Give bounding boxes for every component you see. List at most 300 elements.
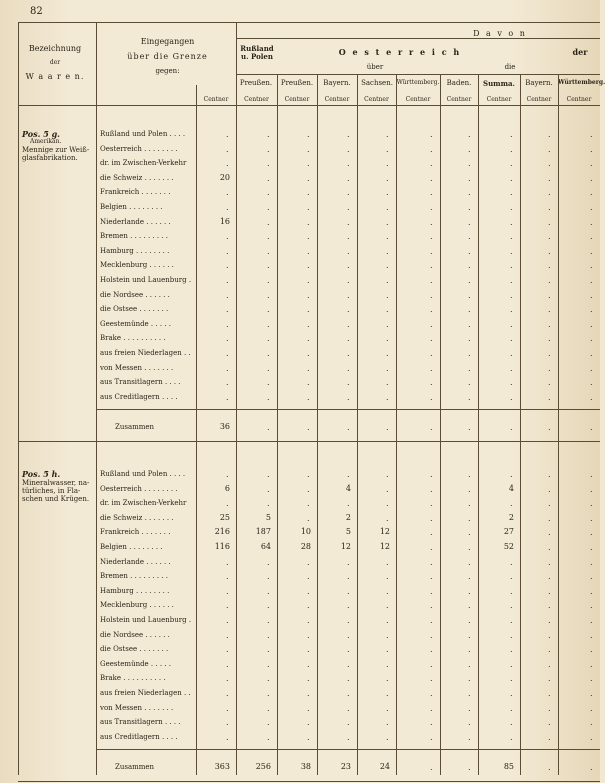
column-rule: [18, 22, 19, 775]
cell-empty: .: [347, 232, 350, 242]
cell-empty: .: [386, 423, 389, 433]
cell-empty: .: [510, 276, 513, 285]
row-label: die Ostsee . . . . . . .: [100, 645, 169, 654]
cell-empty: .: [590, 616, 593, 625]
cell-empty: .: [430, 645, 433, 655]
cell-empty: .: [510, 423, 513, 433]
cell-empty: .: [430, 246, 433, 256]
cell-empty: .: [347, 630, 350, 640]
cell-empty: .: [386, 319, 389, 329]
cell-empty: .: [226, 203, 229, 212]
cell-empty: .: [590, 232, 593, 242]
cell-empty: .: [430, 217, 433, 227]
cell-empty: .: [468, 423, 471, 433]
cell-empty: .: [307, 630, 310, 640]
cell-empty: .: [510, 203, 513, 212]
cell-empty: .: [510, 586, 513, 596]
row-label: von Messen . . . . . . .: [100, 703, 174, 712]
cell-empty: .: [347, 261, 350, 271]
cell-empty: .: [590, 319, 593, 329]
cell-empty: .: [386, 188, 389, 198]
cell-empty: .: [468, 261, 471, 271]
cell-empty: .: [307, 276, 310, 285]
cell-empty: .: [307, 586, 310, 596]
cell-empty: .: [548, 173, 551, 183]
cell-empty: .: [347, 601, 350, 611]
cell-empty: .: [548, 378, 551, 388]
row-label: von Messen . . . . . . .: [100, 363, 174, 372]
cell-empty: .: [590, 217, 593, 227]
cell-empty: .: [468, 703, 471, 713]
cell-value: 10: [300, 527, 311, 537]
cell-empty: .: [267, 470, 270, 479]
col-bayern-1: Bayern.: [323, 79, 351, 87]
cell-empty: .: [267, 732, 270, 742]
cell-empty: .: [347, 732, 350, 742]
cell-empty: .: [590, 732, 593, 742]
cell-empty: .: [548, 763, 551, 773]
cell-value: 5: [265, 512, 271, 522]
cell-value: 12: [379, 527, 390, 537]
col-preussen-1: Preußen.: [239, 79, 273, 87]
unit-label: Centner: [486, 96, 512, 103]
cell-empty: .: [386, 499, 389, 509]
cell-empty: .: [307, 246, 310, 256]
cell-empty: .: [307, 130, 310, 139]
cell-empty: .: [267, 378, 270, 388]
cell-empty: .: [590, 513, 593, 523]
cell-empty: .: [307, 144, 310, 154]
cell-empty: .: [430, 499, 433, 509]
cell-value: 12: [379, 542, 390, 551]
cell-empty: .: [468, 144, 471, 154]
cell-empty: .: [386, 305, 389, 315]
cell-value: 25: [219, 512, 230, 522]
cell-empty: .: [468, 290, 471, 300]
cell-empty: .: [386, 572, 389, 582]
row-label: aus Transitlagern . . . .: [100, 718, 181, 727]
header-ueber: über: [366, 63, 384, 71]
cell-empty: .: [430, 630, 433, 640]
cell-empty: .: [510, 217, 513, 227]
cell-empty: .: [386, 173, 389, 183]
row-label: Bremen . . . . . . . . .: [100, 572, 168, 581]
cell-empty: .: [430, 543, 433, 552]
sum-value: 363: [214, 762, 230, 772]
cell-empty: .: [226, 363, 229, 373]
cell-empty: .: [510, 616, 513, 625]
cell-value: 116: [214, 542, 230, 551]
cell-empty: .: [430, 159, 433, 169]
cell-empty: .: [430, 130, 433, 139]
cell-empty: .: [510, 718, 513, 728]
cell-empty: .: [347, 159, 350, 169]
cell-empty: .: [468, 363, 471, 373]
sum-value: 38: [300, 762, 311, 772]
row-label: Brake . . . . . . . . . .: [100, 674, 166, 683]
cell-value: 4: [508, 483, 514, 493]
cell-empty: .: [226, 261, 229, 271]
unit-label: Centner: [364, 96, 389, 103]
cell-empty: .: [347, 689, 350, 698]
cell-empty: .: [267, 572, 270, 582]
cell-empty: .: [347, 378, 350, 388]
cell-empty: .: [548, 363, 551, 373]
cell-empty: .: [430, 689, 433, 698]
cell-empty: .: [468, 528, 471, 538]
cell-empty: .: [590, 586, 593, 596]
cell-empty: .: [510, 290, 513, 300]
cell-empty: .: [226, 732, 229, 742]
sum-value: 256: [255, 762, 271, 772]
cell-empty: .: [267, 601, 270, 611]
cell-empty: .: [347, 572, 350, 582]
unit-label: Centner: [526, 96, 552, 103]
cell-empty: .: [307, 557, 310, 567]
cell-empty: .: [468, 246, 471, 256]
cell-empty: .: [590, 392, 593, 402]
cell-empty: .: [468, 173, 471, 183]
cell-empty: .: [590, 305, 593, 315]
cell-empty: .: [548, 513, 551, 523]
cell-empty: .: [386, 732, 389, 742]
cell-empty: .: [548, 290, 551, 300]
cell-empty: .: [548, 630, 551, 640]
cell-empty: .: [386, 276, 389, 285]
cell-empty: .: [430, 203, 433, 212]
cell-empty: .: [510, 470, 513, 479]
cell-empty: .: [307, 319, 310, 329]
cell-empty: .: [548, 232, 551, 242]
cell-empty: .: [307, 334, 310, 344]
cell-empty: .: [590, 703, 593, 713]
cell-empty: .: [548, 703, 551, 713]
row-label: aus Creditlagern . . . .: [100, 732, 178, 741]
row-label: Oesterreich . . . . . . . .: [100, 484, 178, 493]
cell-empty: .: [267, 616, 270, 625]
row-label: Hamburg . . . . . . . .: [100, 586, 170, 595]
col-header-designation: Bezeichnung der W a a r e n.: [25, 44, 85, 82]
cell-empty: .: [347, 319, 350, 329]
header-davon: D a v o n: [473, 29, 527, 38]
cell-empty: .: [430, 378, 433, 388]
cell-empty: .: [347, 276, 350, 285]
column-rule: [96, 22, 97, 775]
cell-empty: .: [386, 246, 389, 256]
cell-empty: .: [226, 290, 229, 300]
cell-empty: .: [468, 470, 471, 479]
cell-empty: .: [347, 188, 350, 198]
cell-empty: .: [510, 572, 513, 582]
cell-empty: .: [307, 718, 310, 728]
row-label: Rußland und Polen . . . .: [100, 130, 186, 138]
cell-empty: .: [430, 232, 433, 242]
col-header-received: Eingegangen über die Grenze gegen:: [127, 37, 208, 75]
cell-empty: .: [548, 188, 551, 198]
cell-empty: .: [386, 586, 389, 596]
cell-empty: .: [430, 484, 433, 494]
cell-empty: .: [468, 349, 471, 358]
cell-empty: .: [510, 601, 513, 611]
cell-empty: .: [347, 290, 350, 300]
cell-empty: .: [590, 378, 593, 388]
cell-empty: .: [267, 246, 270, 256]
column-rule: [277, 75, 278, 775]
cell-value: 52: [503, 542, 514, 551]
cell-empty: .: [226, 378, 229, 388]
cell-empty: .: [548, 499, 551, 509]
cell-empty: .: [347, 217, 350, 227]
cell-empty: .: [347, 586, 350, 596]
cell-empty: .: [468, 319, 471, 329]
cell-empty: .: [468, 645, 471, 655]
cell-empty: .: [468, 659, 471, 669]
unit-label: Centner: [324, 96, 350, 103]
cell-empty: .: [267, 130, 270, 139]
cell-empty: .: [267, 144, 270, 154]
cell-empty: .: [430, 616, 433, 625]
cell-empty: .: [548, 144, 551, 154]
col-summa: Summa.: [483, 79, 515, 88]
cell-empty: .: [267, 689, 270, 698]
cell-empty: .: [307, 203, 310, 212]
cell-empty: .: [468, 159, 471, 169]
header-rule: [236, 38, 600, 39]
row-label: die Nordsee . . . . . .: [100, 630, 170, 639]
cell-empty: .: [267, 290, 270, 300]
cell-empty: .: [590, 261, 593, 271]
cell-empty: .: [386, 557, 389, 567]
cell-value: 2: [508, 512, 514, 522]
row-label: aus freien Niederlagen . .: [100, 349, 191, 357]
cell-empty: .: [430, 319, 433, 329]
cell-empty: .: [468, 557, 471, 567]
col-preussen-2: Preußen.: [280, 79, 314, 87]
cell-empty: .: [347, 363, 350, 373]
cell-empty: .: [226, 349, 229, 358]
cell-empty: .: [430, 557, 433, 567]
section-label: Pos. 5 h. Mineralwasser, na- türliches, in Fla- schen und Krügen.: [22, 469, 90, 504]
header-rule: [18, 105, 600, 106]
cell-empty: .: [386, 601, 389, 611]
cell-empty: .: [548, 484, 551, 494]
unit-label: Centner: [203, 96, 229, 103]
unit-label: Centner: [566, 96, 592, 103]
cell-empty: .: [548, 557, 551, 567]
cell-empty: .: [468, 689, 471, 698]
cell-empty: .: [468, 543, 471, 552]
cell-value: 5: [345, 527, 351, 537]
row-label: Oesterreich . . . . . . . .: [100, 144, 178, 153]
cell-empty: .: [510, 630, 513, 640]
cell-empty: .: [307, 689, 310, 698]
cell-empty: .: [226, 470, 229, 479]
cell-empty: .: [510, 349, 513, 358]
cell-empty: .: [590, 349, 593, 358]
cell-empty: .: [430, 470, 433, 479]
cell-empty: .: [590, 290, 593, 300]
cell-empty: .: [548, 732, 551, 742]
cell-empty: .: [510, 659, 513, 669]
row-label: dr. im Zwischen-Verkehr: [100, 499, 187, 508]
cell-empty: .: [307, 159, 310, 169]
cell-empty: .: [430, 601, 433, 611]
cell-empty: .: [510, 232, 513, 242]
cell-empty: .: [226, 557, 229, 567]
cell-empty: .: [590, 659, 593, 669]
cell-empty: .: [590, 334, 593, 344]
cell-empty: .: [468, 630, 471, 640]
cell-empty: .: [590, 276, 593, 285]
cell-empty: .: [226, 334, 229, 344]
row-label: Holstein und Lauenburg .: [100, 616, 192, 624]
column-rule: [396, 75, 397, 775]
cell-empty: .: [430, 290, 433, 300]
cell-empty: .: [386, 232, 389, 242]
cell-empty: .: [590, 144, 593, 154]
cell-empty: .: [510, 144, 513, 154]
sum-rule: [96, 749, 600, 750]
row-label: Frankreich . . . . . . .: [100, 528, 171, 537]
cell-empty: .: [267, 188, 270, 198]
cell-empty: .: [267, 363, 270, 373]
column-rule: [317, 75, 318, 775]
cell-empty: .: [548, 586, 551, 596]
row-label: die Schweiz . . . . . . .: [100, 173, 174, 182]
cell-empty: .: [510, 732, 513, 742]
cell-empty: .: [307, 378, 310, 388]
cell-empty: .: [307, 363, 310, 373]
cell-empty: .: [590, 173, 593, 183]
cell-empty: .: [430, 334, 433, 344]
cell-empty: .: [226, 616, 229, 625]
cell-empty: .: [590, 689, 593, 698]
column-rule: [520, 75, 521, 775]
cell-empty: .: [307, 188, 310, 198]
cell-empty: .: [548, 159, 551, 169]
cell-empty: .: [590, 572, 593, 582]
unit-label: Centner: [405, 96, 431, 103]
cell-empty: .: [548, 659, 551, 669]
cell-value: 27: [503, 527, 514, 537]
cell-empty: .: [386, 718, 389, 728]
cell-empty: .: [226, 630, 229, 640]
cell-empty: .: [226, 645, 229, 655]
sum-value: 24: [379, 762, 390, 772]
cell-empty: .: [430, 528, 433, 538]
cell-empty: .: [386, 689, 389, 698]
cell-empty: .: [548, 470, 551, 479]
cell-empty: .: [430, 261, 433, 271]
cell-empty: .: [267, 392, 270, 402]
cell-empty: .: [386, 217, 389, 227]
section-rule: [18, 781, 600, 782]
cell-empty: .: [226, 572, 229, 582]
cell-empty: .: [468, 217, 471, 227]
column-rule: [236, 22, 237, 775]
cell-empty: .: [430, 513, 433, 523]
cell-empty: .: [386, 470, 389, 479]
section-rule: [18, 441, 600, 442]
cell-empty: .: [468, 334, 471, 344]
cell-empty: .: [590, 203, 593, 212]
cell-empty: .: [267, 217, 270, 227]
row-label: Belgien . . . . . . . .: [100, 203, 163, 211]
unit-label: Centner: [244, 96, 269, 103]
cell-empty: .: [548, 319, 551, 329]
cell-empty: .: [386, 261, 389, 271]
sum-value: 36: [219, 422, 230, 432]
cell-empty: .: [386, 290, 389, 300]
cell-empty: .: [510, 499, 513, 509]
cell-empty: .: [386, 616, 389, 625]
cell-empty: .: [430, 718, 433, 728]
cell-empty: .: [548, 645, 551, 655]
row-label: die Ostsee . . . . . . .: [100, 305, 169, 314]
cell-empty: .: [430, 349, 433, 358]
cell-empty: .: [347, 674, 350, 684]
cell-empty: .: [590, 484, 593, 494]
cell-empty: .: [510, 130, 513, 139]
cell-empty: .: [430, 572, 433, 582]
cell-empty: .: [590, 363, 593, 373]
column-rule: [196, 85, 197, 775]
cell-empty: .: [347, 718, 350, 728]
row-label: Hamburg . . . . . . . .: [100, 246, 170, 255]
cell-empty: .: [226, 659, 229, 669]
cell-empty: .: [468, 601, 471, 611]
cell-empty: .: [590, 528, 593, 538]
unit-label: Centner: [446, 96, 472, 103]
cell-empty: .: [226, 689, 229, 698]
row-label: Brake . . . . . . . . . .: [100, 334, 166, 343]
cell-empty: .: [386, 144, 389, 154]
cell-empty: .: [226, 276, 229, 285]
cell-empty: .: [386, 703, 389, 713]
row-label: die Schweiz . . . . . . .: [100, 513, 174, 522]
cell-empty: .: [468, 732, 471, 742]
cell-empty: .: [226, 601, 229, 611]
cell-empty: .: [267, 232, 270, 242]
header-russland: Rußland u. Polen: [240, 44, 274, 61]
sum-label: Zusammen: [115, 423, 155, 432]
cell-empty: .: [226, 232, 229, 242]
cell-empty: .: [430, 363, 433, 373]
cell-empty: .: [468, 188, 471, 198]
cell-empty: .: [267, 261, 270, 271]
cell-value: 4: [345, 483, 351, 493]
cell-empty: .: [267, 484, 270, 494]
cell-empty: .: [226, 188, 229, 198]
cell-empty: .: [430, 703, 433, 713]
cell-empty: .: [307, 484, 310, 494]
cell-empty: .: [386, 130, 389, 139]
cell-empty: .: [548, 528, 551, 538]
header-oesterreich: O e s t e r r e i c h: [338, 47, 462, 57]
row-label: Bremen . . . . . . . . .: [100, 232, 168, 241]
cell-empty: .: [307, 261, 310, 271]
cell-empty: .: [468, 203, 471, 212]
cell-empty: .: [347, 334, 350, 344]
cell-empty: .: [548, 217, 551, 227]
cell-empty: .: [548, 334, 551, 344]
cell-empty: .: [267, 319, 270, 329]
row-label: aus freien Niederlagen . .: [100, 689, 191, 697]
cell-empty: .: [386, 392, 389, 402]
cell-empty: .: [510, 645, 513, 655]
cell-empty: .: [548, 305, 551, 315]
cell-empty: .: [226, 159, 229, 169]
